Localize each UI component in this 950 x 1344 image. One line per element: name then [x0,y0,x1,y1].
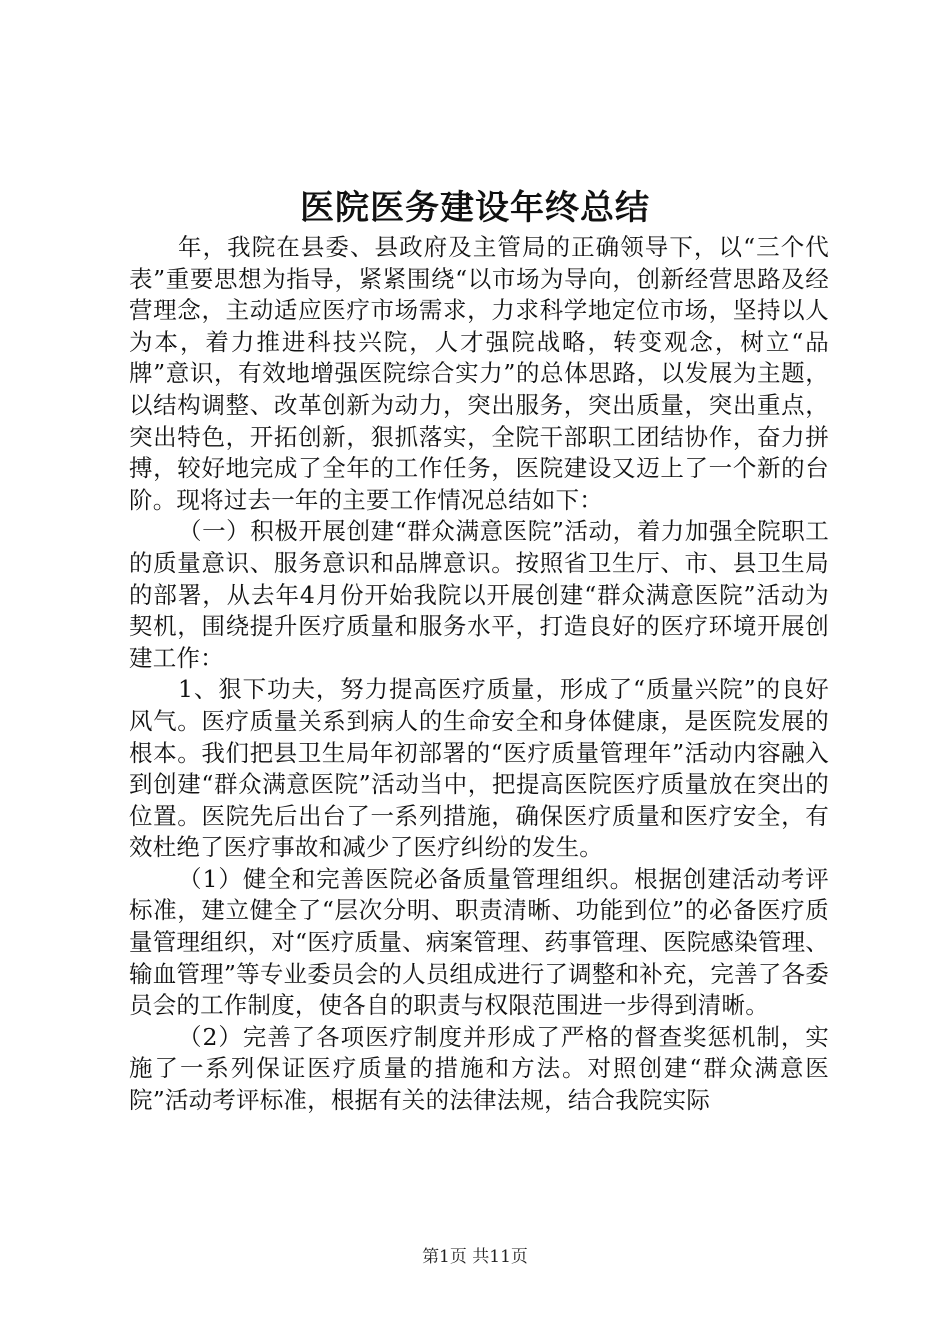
paragraph-section-1: （一）积极开展创建“群众满意医院”活动，着力加强全院职工的质量意识、服务意识和品牌意识。按照省卫生厅、市、县卫生局的部署，从去年4月份开始我院以开展创建“群众满意医院”活动为契机，围绕提升医疗质量和服务水平，打造良好的医疗环境开展创建工作： [129,517,829,672]
document-title: 医院医务建设年终总结 [300,188,650,228]
paragraph-item-1: 1、狠下功夫，努力提高医疗质量，形成了“质量兴院”的良好风气。医疗质量关系到病人的生命安全和身体健康，是医院发展的根本。我们把县卫生局年初部署的“医疗质量管理年”活动内容融入到创建“群众满意医院”活动当中，把提高医院医疗质量放在突出的位置。医院先后出台了一系列措施，确保医疗质量和医疗安全，有效杜绝了医疗事故和减少了医疗纠纷的发生。 [129,675,829,862]
document-body [129,232,829,1117]
page-footer: 第1页 共11页 [422,1247,528,1267]
paragraph-subitem-1: （1）健全和完善医院必备质量管理组织。根据创建活动考评标准，建立健全了“层次分明、职责清晰、功能到位”的必备医疗质量管理组织，对“医疗质量、病案管理、药事管理、医院感染管理、输血管理”等专业委员会的人员组成进行了调整和补充，完善了各委员会的工作制度，使各自的职责与权限范围进一步得到清晰。 [129,864,829,1020]
paragraph-intro: 年，我院在县委、县政府及主管局的正确领导下，以“三个代表”重要思想为指导，紧紧围绕“以市场为导向，创新经营思路及经营理念，主动适应医疗市场需求，力求科学地定位市场，坚持以人为本，着力推进科技兴院，人才强院战略，转变观念，树立“品牌”意识，有效地增强医院综合实力”的总体思路，以发展为主题，以结构调整、改革创新为动力，突出服务，突出质量，突出重点，突出特色，开拓创新，狠抓落实，全院干部职工团结协作，奋力拼搏，较好地完成了全年的工作任务，医院建设又迈上了一个新的台阶。现将过去一年的主要工作情况总结如下： [129,233,829,514]
paragraph-subitem-2: （2）完善了各项医疗制度并形成了严格的督查奖惩机制，实施了一系列保证医疗质量的措施和方法。对照创建“群众满意医院”活动考评标准，根据有关的法律法规，结合我院实际 [129,1022,829,1115]
